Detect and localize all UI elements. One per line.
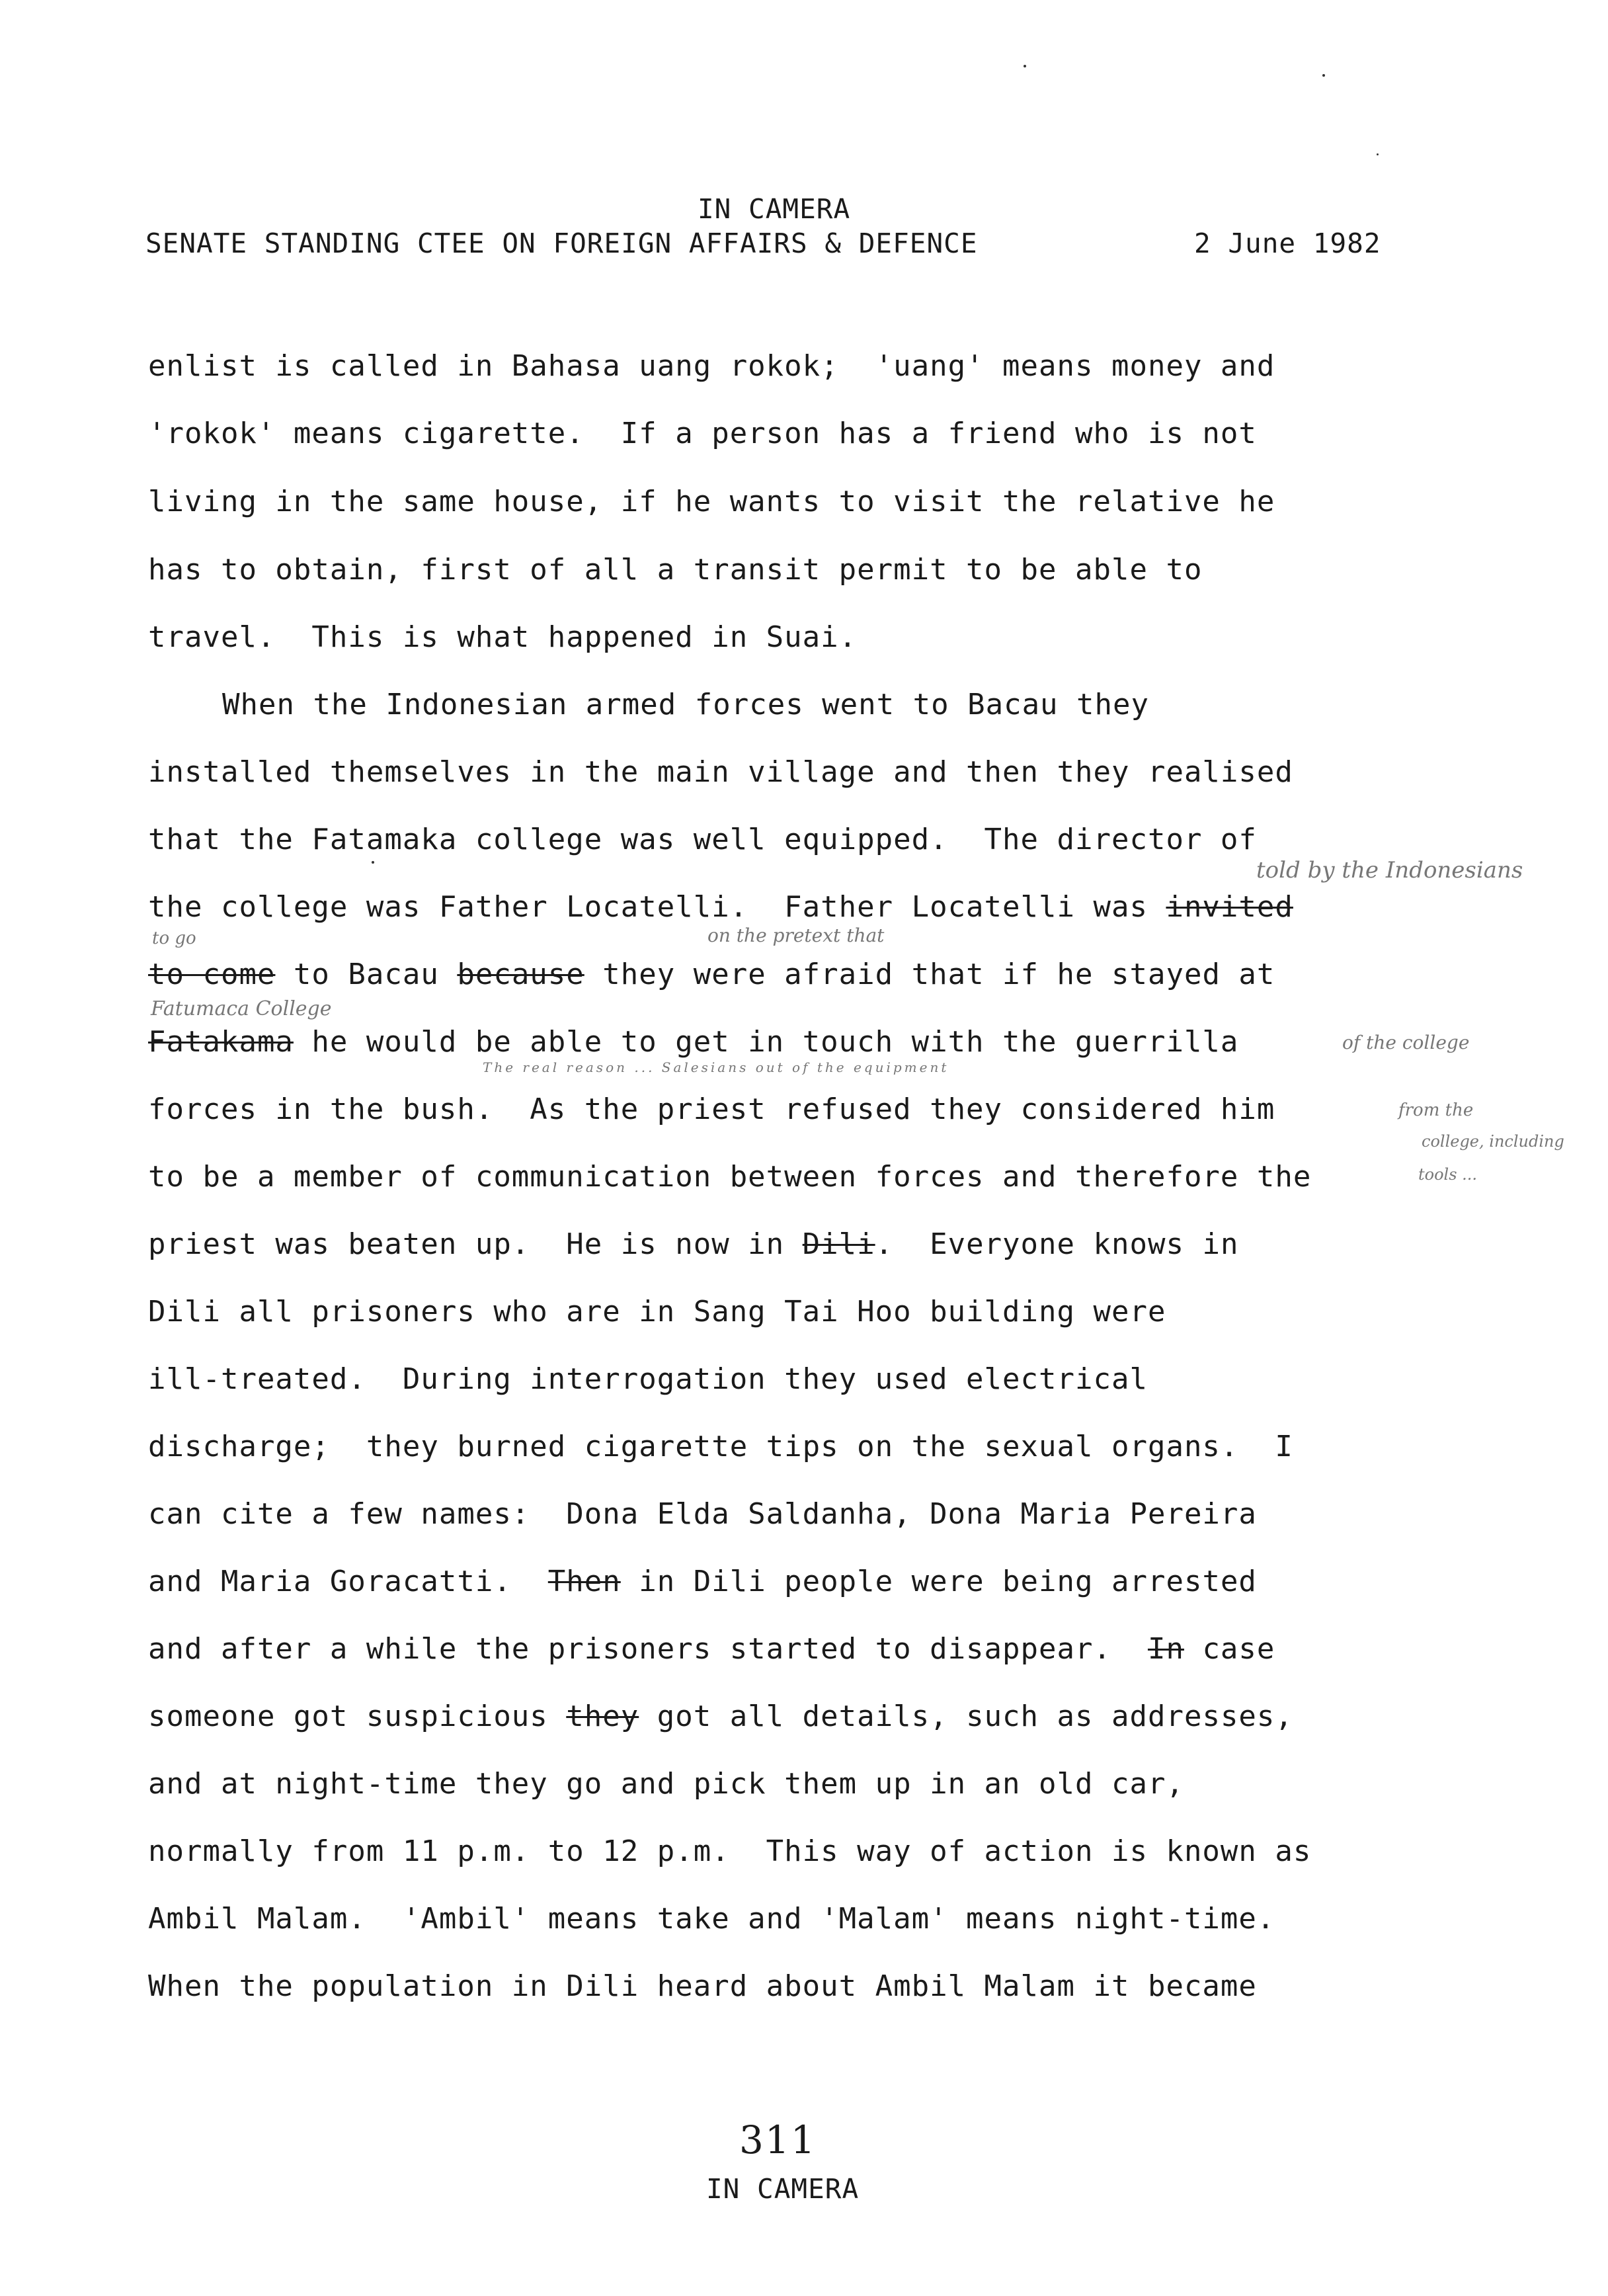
struck-word: Fatakama [148,1025,294,1059]
text-run: to Bacau [275,958,458,991]
text-run: they were afraid that if he stayed at [584,958,1275,991]
struck-word: invited [1166,890,1293,924]
body-line: enlist is called in Bahasa uang rokok; 'uang' means money and [148,349,1275,383]
body-line: When the Indonesian armed forces went to Bacau they [222,688,1150,721]
handwritten-note: college, including [1422,1132,1564,1151]
handwritten-note: The real reason ... Salesians out of the equipment [483,1059,949,1075]
body-line: normally from 11 p.m. to 12 p.m. This way of action is known as [148,1834,1312,1868]
body-line [148,1227,1238,1261]
body-line: Ambil Malam. 'Ambil' means take and 'Malam' means night-time. [148,1902,1275,1936]
body-line: installed themselves in the main village and then they realised [148,755,1293,789]
handwritten-note: to go [152,928,196,948]
text-run: and after a while the prisoners started to disappear. [148,1632,1148,1666]
struck-word: Then [547,1565,621,1598]
text-run: priest was beaten up. He is now in [148,1227,803,1261]
body-line: discharge; they burned cigarette tips on the sexual organs. I [148,1430,1293,1463]
body-line: can cite a few names: Dona Elda Saldanha, Dona Maria Pereira [148,1497,1257,1531]
body-line: travel. This is what happened in Suai. [148,620,858,654]
body-line: and at night-time they go and pick them up in an old car, [148,1767,1184,1801]
scan-speck [1322,74,1325,77]
handwritten-note: of the college [1342,1032,1470,1053]
struck-word: to come [148,958,276,991]
header-classification: IN CAMERA [698,193,851,225]
body-line [148,1025,1238,1059]
scan-speck [1024,65,1026,67]
body-line [148,1700,1293,1733]
page-number: 311 [739,2117,817,2162]
body-line [148,958,1275,991]
body-line: When the population in Dili heard about Ambil Malam it became [148,1969,1257,2003]
header-committee: SENATE STANDING CTEE ON FOREIGN AFFAIRS & DEFENCE [145,227,978,259]
body-line [148,1565,1257,1598]
body-line [148,890,1293,924]
text-run: . Everyone knows in [875,1227,1239,1261]
body-line: 'rokok' means cigarette. If a person has a friend who is not [148,417,1257,450]
body-line: to be a member of communication between forces and therefore the [148,1160,1312,1194]
text-run: someone got suspicious [148,1700,567,1733]
body-line [148,1632,1275,1666]
header-date: 2 June 1982 [1194,227,1381,259]
text-run: the college was Father Locatelli. Father Locatelli was [148,890,1166,924]
handwritten-note: from the [1398,1100,1474,1120]
struck-word: Dili [802,1227,875,1261]
text-run: case [1184,1632,1275,1666]
scan-speck [372,861,374,864]
text-run: in Dili people were being arrested [620,1565,1257,1598]
struck-word: because [457,958,584,991]
struck-word: they [566,1700,639,1733]
handwritten-note: on the pretext that [707,924,885,946]
body-line: Dili all prisoners who are in Sang Tai Hoo building were [148,1295,1166,1329]
struck-word: In [1147,1632,1184,1666]
text-run: got all details, such as addresses, [639,1700,1293,1733]
text-run: he would be able to get in touch with the guerrilla [293,1025,1239,1059]
footer-classification: IN CAMERA [706,2173,860,2205]
body-line: has to obtain, first of all a transit permit to be able to [148,553,1203,587]
body-line: that the Fatamaka college was well equipped. The director of [148,823,1257,856]
body-line: living in the same house, if he wants to visit the relative he [148,485,1275,518]
handwritten-note: told by the Indonesians [1256,857,1523,883]
body-line: ill-treated. During interrogation they used electrical [148,1362,1148,1396]
scan-speck [1377,153,1379,155]
body-line: forces in the bush. As the priest refused they considered him [148,1092,1275,1126]
handwritten-note: tools ... [1418,1165,1478,1184]
text-run: and Maria Goracatti. [148,1565,548,1598]
handwritten-note: Fatumaca College [151,997,332,1020]
